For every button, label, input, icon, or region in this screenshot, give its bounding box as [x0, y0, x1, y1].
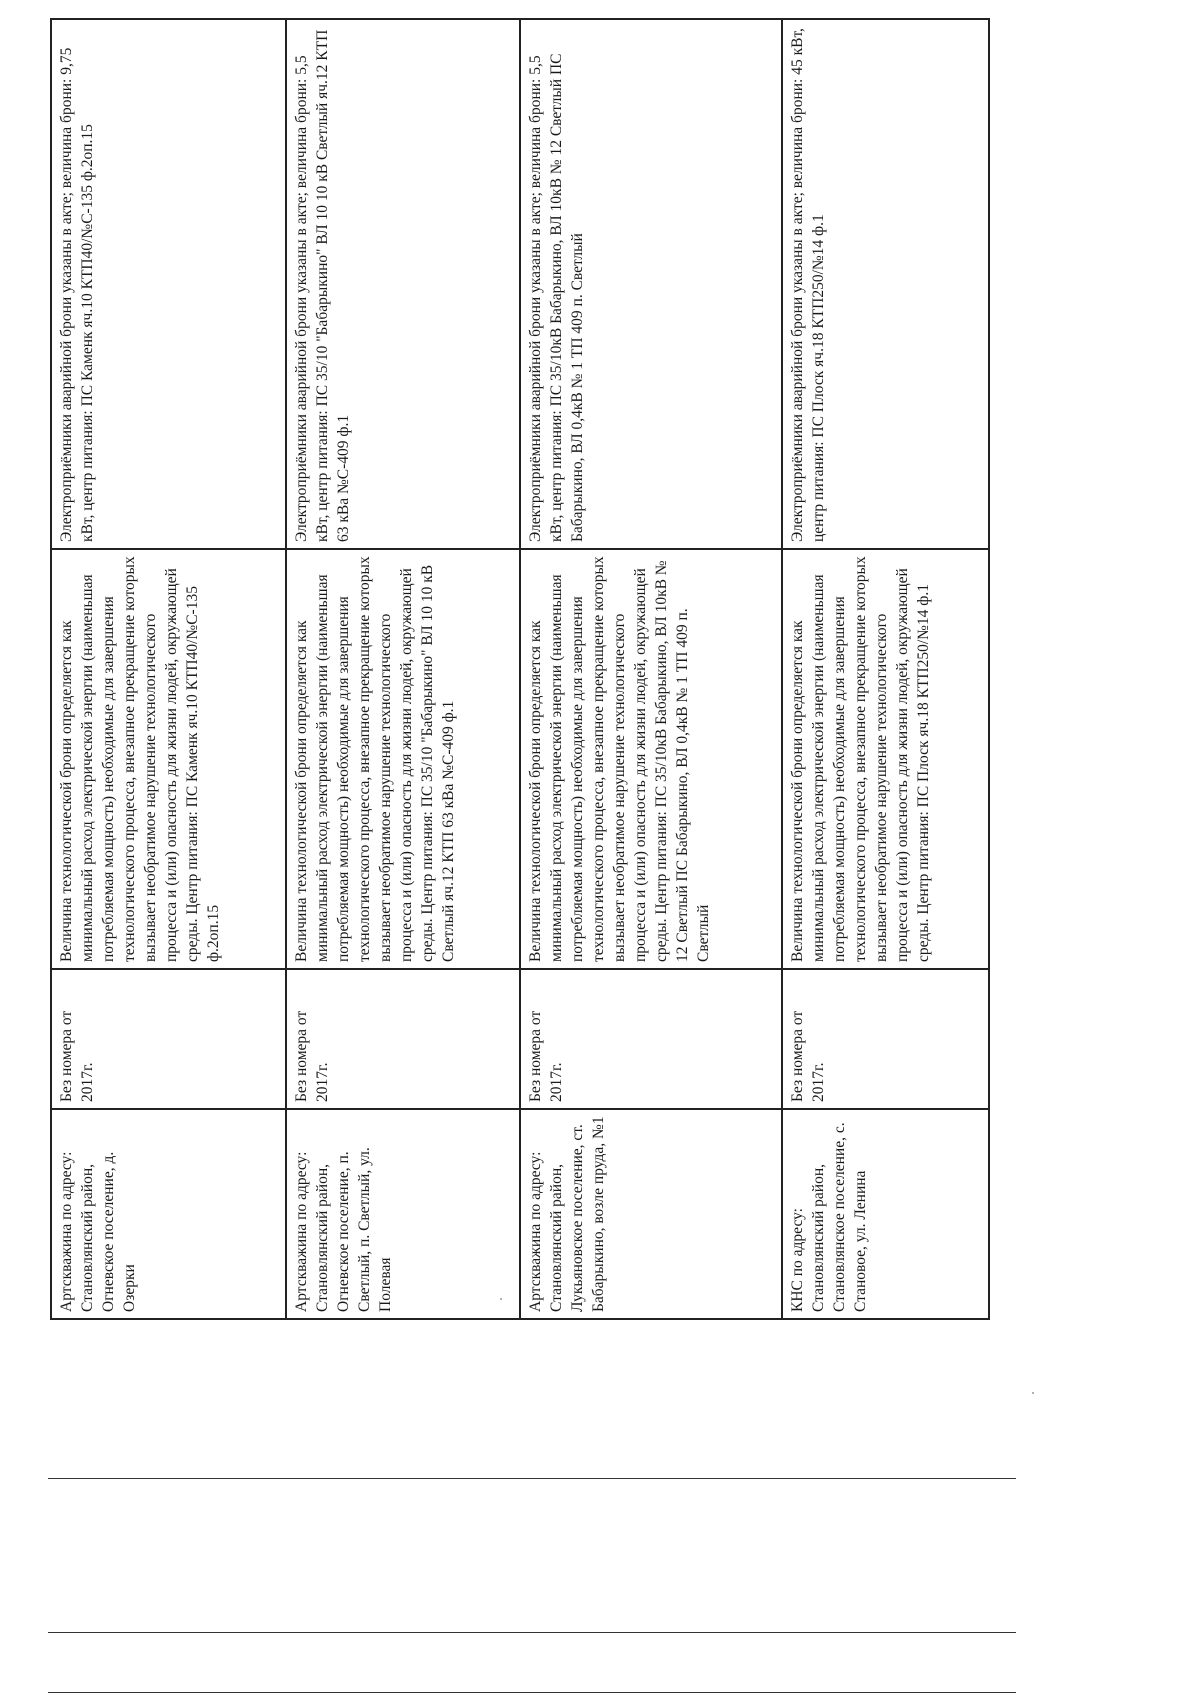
emergency-reserve-cell: Электроприёмники аварийной брони указаны в акте; величина брони: 45 кВт, центр питания: ПС Плоск яч.18 КТП250/№14 ф.1 — [782, 19, 989, 549]
technological-reserve-cell: Величина технологической брони определяется как минимальный расход электрической энергии (наименьшая потребляемая мощность) необходимые для завершения технологического процесса, внезапное прекращение которых вызывает необратимое нарушение технологического процесса и (или) опасность для жизни людей, окружающей среды. Центр питания: ПС 35/10 "Бабарыкино" ВЛ 10 10 кВ Светлый яч.12 КТП 63 кВа №С-409 ф.1 — [286, 549, 521, 969]
object-address-cell: Артскважина по адресу: Становлянский район, Огневское поселение, п. Светлый, п. Светлый, ул. Полевая — [286, 1109, 521, 1319]
object-address-cell: КНС по адресу: Становлянский район, Становлянское поселение, с. Становое, ул. Ленина — [782, 1109, 989, 1319]
table-row — [782, 19, 989, 1319]
scan-speck — [500, 1298, 502, 1300]
divider-line — [48, 1692, 1016, 1693]
scan-speck — [1032, 1392, 1034, 1394]
act-reference-cell: Без номера от 2017г. — [520, 969, 782, 1109]
technological-reserve-cell: Величина технологической брони определяется как минимальный расход электрической энергии (наименьшая потребляемая мощность) необходимые для завершения технологического процесса, внезапное прекращение которых вызывает необратимое нарушение технологического процесса и (или) опасность для жизни людей, окружающей среды. Центр питания: ПС Плоск яч.18 КТП250/№14 ф.1 — [782, 549, 989, 969]
act-reference-cell: Без номера от 2017г. — [286, 969, 521, 1109]
technological-reserve-cell: Величина технологической брони определяется как минимальный расход электрической энергии (наименьшая потребляемая мощность) необходимые для завершения технологического процесса, внезапное прекращение которых вызывает необратимое нарушение технологического процесса и (или) опасность для жизни людей, окружающей среды. Центр питания: ПС 35/10кВ Бабарыкино, ВЛ 10кВ № 12 Светлый ПС Бабарыкино, ВЛ 0,4кВ № 1 ТП 409 п. Светлый — [520, 549, 782, 969]
emergency-reserve-cell: Электроприёмники аварийной брони указаны в акте; величина брони: 9,75 кВт, центр питания: ПС Каменк яч.10 КТП40/№С-135 ф.2оп.15 — [51, 19, 286, 549]
act-reference-cell: Без номера от 2017г. — [782, 969, 989, 1109]
reservation-table — [50, 18, 990, 1320]
table-row — [286, 19, 521, 1319]
divider-line — [48, 1478, 1016, 1479]
object-address-cell: Артскважина по адресу: Становлянский район, Огневское поселение, д. Озерки — [51, 1109, 286, 1319]
rotated-table-container — [50, 20, 990, 1320]
table-row — [51, 19, 286, 1319]
emergency-reserve-cell: Электроприёмники аварийной брони указаны в акте; величина брони: 5,5 кВт, центр питания: ПС 35/10 "Бабарыкино" ВЛ 10 10 кВ Светлый яч.12 КТП 63 кВа №С-409 ф.1 — [286, 19, 521, 549]
object-address-cell: Артскважина по адресу: Становлянский район, Лукьяновское поселение, ст. Бабарыкино, возле пруда, №1 — [520, 1109, 782, 1319]
divider-line — [48, 1632, 1016, 1633]
table-row — [520, 19, 782, 1319]
technological-reserve-cell: Величина технологической брони определяется как минимальный расход электрической энергии (наименьшая потребляемая мощность) необходимые для завершения технологического процесса, внезапное прекращение которых вызывает необратимое нарушение технологического процесса и (или) опасность для жизни людей, окружающей среды. Центр питания: ПС Каменк яч.10 КТП40/№С-135 ф.2оп.15 — [51, 549, 286, 969]
emergency-reserve-cell: Электроприёмники аварийной брони указаны в акте; величина брони: 5,5 кВт, центр питания: ПС 35/10кВ Бабарыкино, ВЛ 10кВ № 12 Светлый ПС Бабарыкино, ВЛ 0,4кВ № 1 ТП 409 п. Светлый — [520, 19, 782, 549]
act-reference-cell: Без номера от 2017г. — [51, 969, 286, 1109]
